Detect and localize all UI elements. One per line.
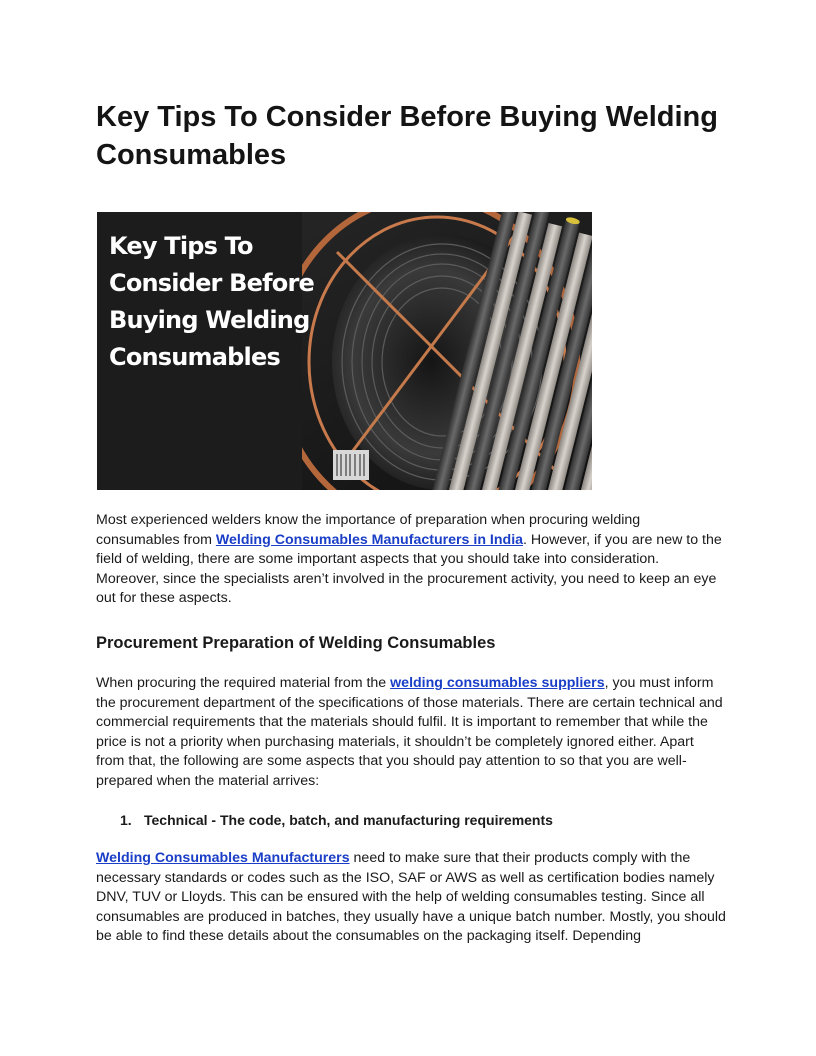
intro-paragraph bbox=[96, 511, 726, 609]
list-item-text: Technical - The code, batch, and manufacturing requirements bbox=[144, 812, 553, 828]
suppliers-link[interactable]: welding consumables suppliers bbox=[390, 675, 605, 691]
intro-text-continued: . However, if you are new to the field of welding, there are some important aspects that you should take into consideration. Moreover, since the specialists aren’t involved in the procurement activity, you need to keep an eye out for these aspects. bbox=[96, 531, 722, 606]
banner-heading-line: Consider Before bbox=[109, 269, 314, 297]
banner-heading bbox=[109, 228, 314, 376]
banner-image bbox=[97, 212, 592, 490]
manufacturers-india-link[interactable]: Welding Consumables Manufacturers in India bbox=[215, 531, 524, 548]
banner-heading-line: Key Tips To bbox=[109, 232, 253, 260]
document-title: Key Tips To Consider Before Buying Welding Consumables bbox=[96, 101, 718, 171]
banner-heading-line: Consumables bbox=[109, 343, 280, 371]
procurement-text: When procuring the required material from the bbox=[96, 675, 391, 691]
list-item bbox=[120, 811, 553, 830]
technical-paragraph bbox=[96, 849, 726, 947]
section-heading: Procurement Preparation of Welding Consumables bbox=[96, 634, 496, 652]
list-number: 1. bbox=[120, 812, 132, 828]
banner-heading-line: Buying Welding bbox=[109, 306, 310, 334]
technical-text: need to make sure that their products comply with the necessary standards or codes such as the ISO, SAF or AWS as well as certification bodies namely DNV, TUV or Lloyds. This can be ensured with the help of welding consumables testing. Since all consumables are produced in batches, they usually have a unique batch number. Mostly, you should be able to find these details about the consumables on the packaging itself. Depending bbox=[96, 850, 726, 944]
intro-text: Most experienced welders know the importance of preparation when procuring welding consumables from bbox=[96, 512, 641, 548]
procurement-text-continued: , you must inform the procurement department of the specifications of those materials. There are certain technical and commercial requirements that the materials should fulfil. It is important to remember that while the price is not a priority when purchasing materials, it shouldn’t be completely ignored either. Apart from that, the following are some aspects that you should pay attention to so that you are well-prepared when the material arrives: bbox=[96, 675, 723, 789]
manufacturers-link[interactable]: Welding Consumables Manufacturers bbox=[96, 850, 350, 866]
procurement-paragraph bbox=[96, 674, 726, 791]
